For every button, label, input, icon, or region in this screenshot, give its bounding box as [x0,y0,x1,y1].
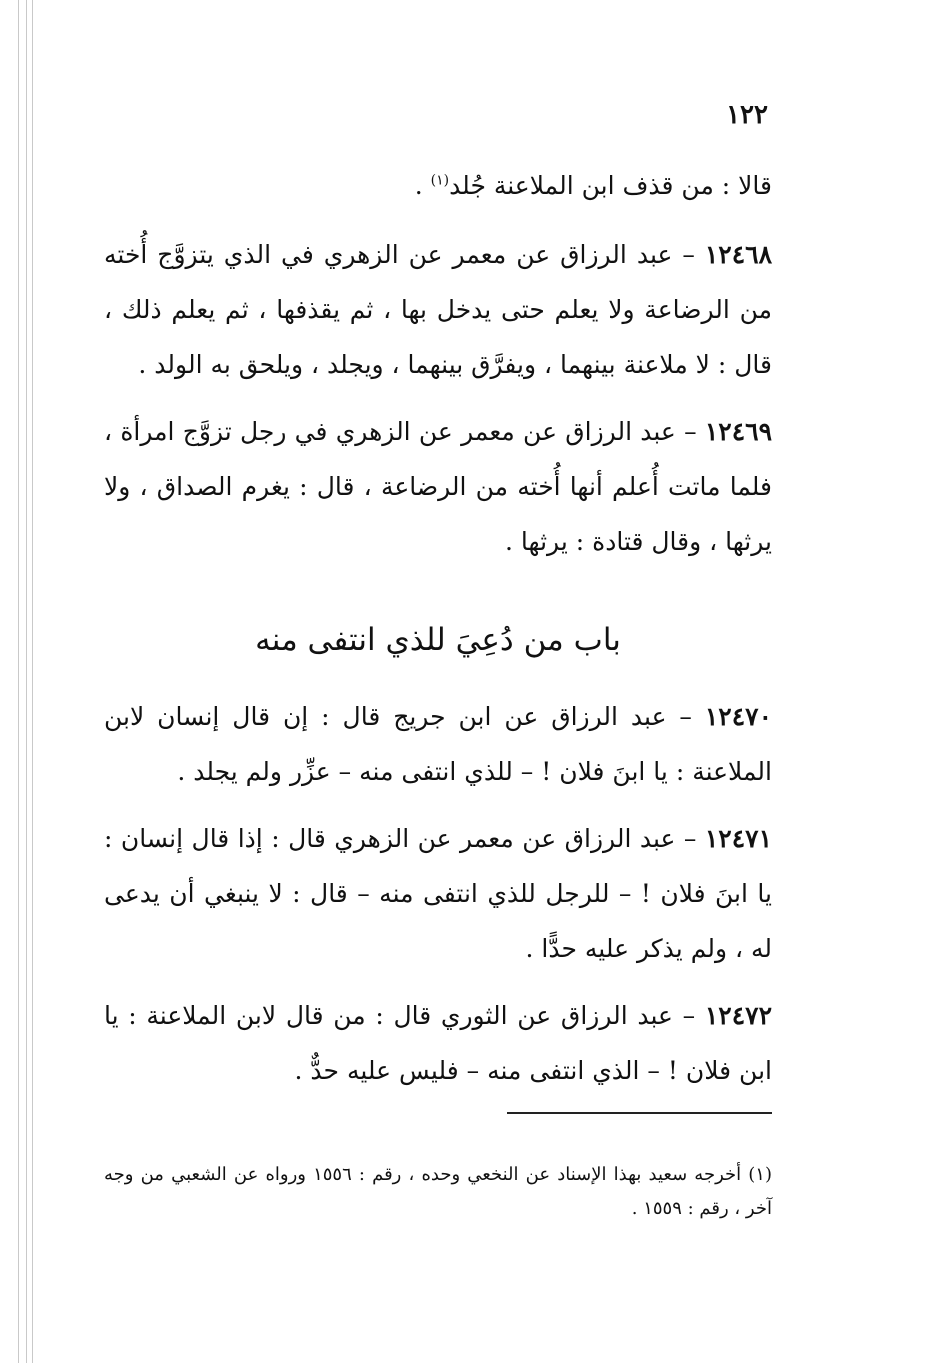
section-title: باب من دُعِيَ للذي انتفى منه [255,622,621,658]
hadith-text: – عبد الرزاق عن الثوري قال : من قال لابن الملاعنة : يا ابن فلان ! – الذي انتفى منه – فليس عليه حدٌّ . [104,1001,772,1085]
scan-edge-line [26,0,27,1363]
hadith-text: – عبد الرزاق عن معمر عن الزهري في رجل تزوَّج امرأة ، فلما ماتت أُعلم أنها أُخته من الرضاعة ، قال : يغرم الصداق ، ولا يرثها ، وقال قتادة : يرثها . [104,417,772,556]
page-body [104,158,772,1110]
intro-text: قالا : من قذف ابن الملاعنة جُلد [449,171,772,200]
scan-edge-line [32,0,33,1363]
hadith-number: ١٢٤٧٢ [704,1001,772,1030]
intro-end: . [414,171,431,200]
hadith-number: ١٢٤٦٨ [704,240,772,269]
footnote: (١) أخرجه سعيد بهذا الإسناد عن النخعي وحده ، رقم : ١٥٥٦ ورواه عن الشعبي من وجه آخر ، رقم : ١٥٥٩ . [104,1164,772,1219]
hadith-number: ١٢٤٧١ [704,824,772,853]
hadith-paragraph [104,988,772,1098]
hadith-paragraph [104,811,772,976]
footnote-separator [507,1112,772,1114]
hadith-paragraph [104,404,772,569]
page-number: ١٢٢ [726,100,768,130]
intro-line [104,158,772,213]
hadith-number: ١٢٤٦٩ [704,417,772,446]
hadith-number: ١٢٤٧٠ [704,702,772,731]
hadith-text: – عبد الرزاق عن معمر عن الزهري في الذي يتزوَّج أُخته من الرضاعة ولا يعلم حتى يدخل بها ، ثم يقذفها ، ثم يعلم ذلك ، قال : لا ملاعنة بينهما ، ويفرَّق بينهما ، ويجلد ، ويلحق به الولد . [104,240,772,379]
hadith-paragraph [104,689,772,799]
footnote-reference: (١) [430,172,450,189]
hadith-text: – عبد الرزاق عن ابن جريج قال : إن قال إنسان لابن الملاعنة : يا ابنَ فلان ! – للذي انتفى منه – عزِّر ولم يجلد . [104,702,772,786]
hadith-text: – عبد الرزاق عن معمر عن الزهري قال : إذا قال إنسان : يا ابنَ فلان ! – للرجل للذي انتفى منه – قال : لا ينبغي أن يدعى له ، ولم يذكر عليه حدًّا . [104,824,772,963]
scan-edge-line [18,0,19,1363]
hadith-paragraph [104,227,772,392]
